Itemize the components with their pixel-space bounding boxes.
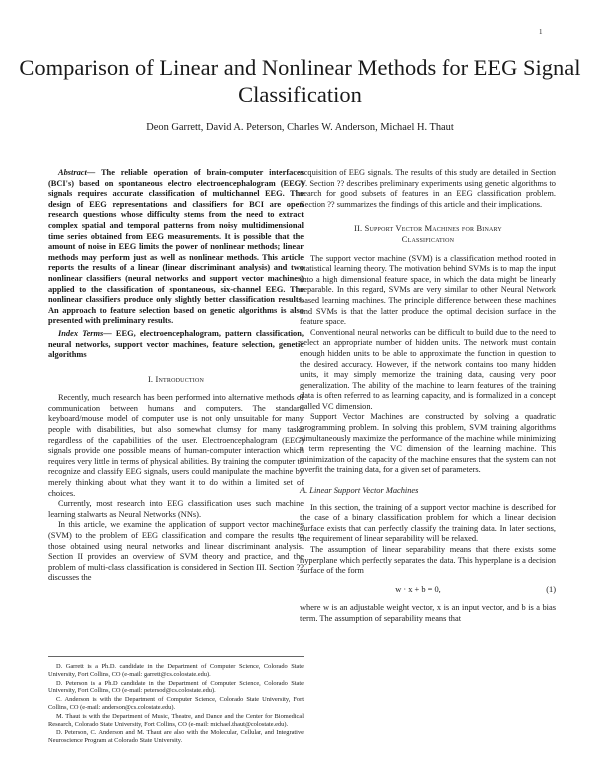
section-heading-svm <box>300 224 556 245</box>
svm-paragraph-1: The support vector machine (SVM) is a classification method rooted in statistical learning theory. The motivation behind SVMs is to map the input into a high dimensional feature space, in which the data might be linearly separable. In this regard, SVMs are very similar to other Neural Network based learning machines. The principle difference between these machines and SVMs is that the latter produce the optimal decision surface in the feature space. <box>300 253 556 327</box>
footnote: D. Garrett is a Ph.D. candidate in the Department of Computer Science, Colorado State University, Fort Collins, CO (e-mail: garrett@cs.colostate.edu). <box>48 663 304 678</box>
left-column <box>48 168 304 584</box>
footnotes <box>48 656 304 746</box>
svm-paragraph-3: Support Vector Machines are constructed by solving a quadratic programming problem. In solving this problem, SVM training algorithms simultaneously maximize the performance of the machine while minimizing a term representing the VC dimension of the learning machine. This minimization of the capacity of the machine ensures that the system can not overfit the training data, for a given set of parameters. <box>300 412 556 475</box>
equation-number: (1) <box>546 584 556 594</box>
page-number: 1 <box>539 28 543 36</box>
linear-svm-paragraph-2: The assumption of linear separability means that there exists some hyperplane which perfectly separates the data. This hyperplane is a decision surface of the form <box>300 545 556 576</box>
abstract <box>48 168 304 327</box>
paper-title: Comparison of Linear and Nonlinear Methods for EEG Signal Classification <box>19 55 581 107</box>
equation-1 <box>300 585 556 596</box>
intro-paragraph-1: Recently, much research has been performed into alternative methods of communication between humans and computers. The standard keyboard/mouse model of computer use is not only unsuitable for many people with disabilities, but also somewhat clumsy for many tasks regardless of the capabilities of the user. Electroencephalogram (EEG) signals provide one possible means of human-computer interaction which requires very little in terms of physical abilities. By training the computer to recognize and classify EEG signals, users could manipulate the machine by merely thinking about what they want it to do within a limited set of choices. <box>48 393 304 498</box>
subsection-heading-linear-svm: A. Linear Support Vector Machines <box>300 486 419 496</box>
section-heading-svm-line1: II. Support Vector Machines for Binary <box>354 224 502 234</box>
index-terms <box>48 329 304 361</box>
footnote: D. Peterson is a Ph.D candidate in the Department of Computer Science, Colorado State University, Fort Collins, CO (e-mail: petersod@cs.colostate.edu). <box>48 679 304 695</box>
author-list: Deon Garrett, David A. Peterson, Charles W. Anderson, Michael H. Thaut <box>146 122 454 133</box>
right-column <box>300 168 556 625</box>
intro-paragraph-3: In this article, we examine the application of support vector machines (SVM) to the problem of EEG classification and compare the results to those obtained using neural networks and linear discriminant analysis. Section II provides an overview of SVM theory and practice, and the problem of multi-class classification is considered in Section III. Section ?? discusses the <box>48 520 304 583</box>
section-heading-svm-line2: Classification <box>401 234 455 244</box>
abstract-body: The reliable operation of brain-computer interfaces (BCI's) based on spontaneous electro electroencephalogram (EEG) signals requires accurate classification of multichannel EEG. The design of EEG representations and classifiers for BCI are open research questions whose difficulty stems from the need to extract complex spatial and temporal patterns from noisy multidimensional time series obtained from EEG measurements. It is possible that the amount of noise in EEG limits the power of nonlinear methods; linear methods may perform just as well as nonlinear methods. This article reports the results of a linear (linear discriminant analysis) and two nonlinear classifiers (neural networks and support vector machines) applied to the classification of spontaneous, six-channel EEG. The nonlinear classifiers produce only slightly better classification results. An approach to feature selection based on genetic algorithms is also presented with preliminary results. <box>48 168 304 326</box>
intro-paragraph-2: Currently, most research into EEG classification uses such machine learning stalwarts as Neural Networks (NNs). <box>48 499 304 519</box>
linear-svm-paragraph-3: where w is an adjustable weight vector, x is an input vector, and b is a bias term. The assumption of separability means that <box>300 603 556 623</box>
index-terms-lead: Index Terms— <box>58 328 112 338</box>
index-terms-body: EEG, electroencephalogram, pattern classification, neural networks, support vector machines, feature selection, genetic algorithms <box>48 328 304 360</box>
abstract-lead: Abstract— <box>58 168 96 177</box>
footnote: M. Thaut is with the Department of Music, Theatre, and Dance and the Center for Biomedical Research, Colorado State University, Fort Collins, CO (e-mail: michael.thaut@colostate.edu). <box>48 712 304 728</box>
linear-svm-paragraph-1: In this section, the training of a support vector machine is described for the case of a binary classification problem for which a linear decision surface exists that can perfectly classify the training data. In later sections, the requirement of linear separability will be relaxed. <box>300 502 556 544</box>
intro-continuation: acquisition of EEG signals. The results of this study are detailed in Section V. Section ?? describes preliminary experiments using genetic algorithms to search for good subsets of features in an EEG classification problem. Section ?? summarizes the findings of this article and their implications. <box>300 168 556 209</box>
svm-paragraph-2: Conventional neural networks can be difficult to build due to the need to select an appropriate number of hidden units. The network must contain enough hidden units to be able to approximate the function in question to the desired accuracy. However, if the network contains too many hidden units, it may simply memorize the training data, causing very poor generalization. The ability of the machine to learn features of the training data is often referred to as learning capacity, and is formalized in a concept called VC dimension. <box>300 327 556 411</box>
footnote: D. Peterson, C. Anderson and M. Thaut are also with the Molecular, Cellular, and Integrative Neuroscience Program at Colorado State University. <box>48 729 304 745</box>
footnote: C. Anderson is with the Department of Computer Science, Colorado State University, Fort Collins, CO (e-mail: anderson@cs.colostate.edu). <box>48 696 304 711</box>
section-heading-introduction: I. Introduction <box>147 374 205 384</box>
equation-body: w · x + b = 0, <box>395 584 441 594</box>
